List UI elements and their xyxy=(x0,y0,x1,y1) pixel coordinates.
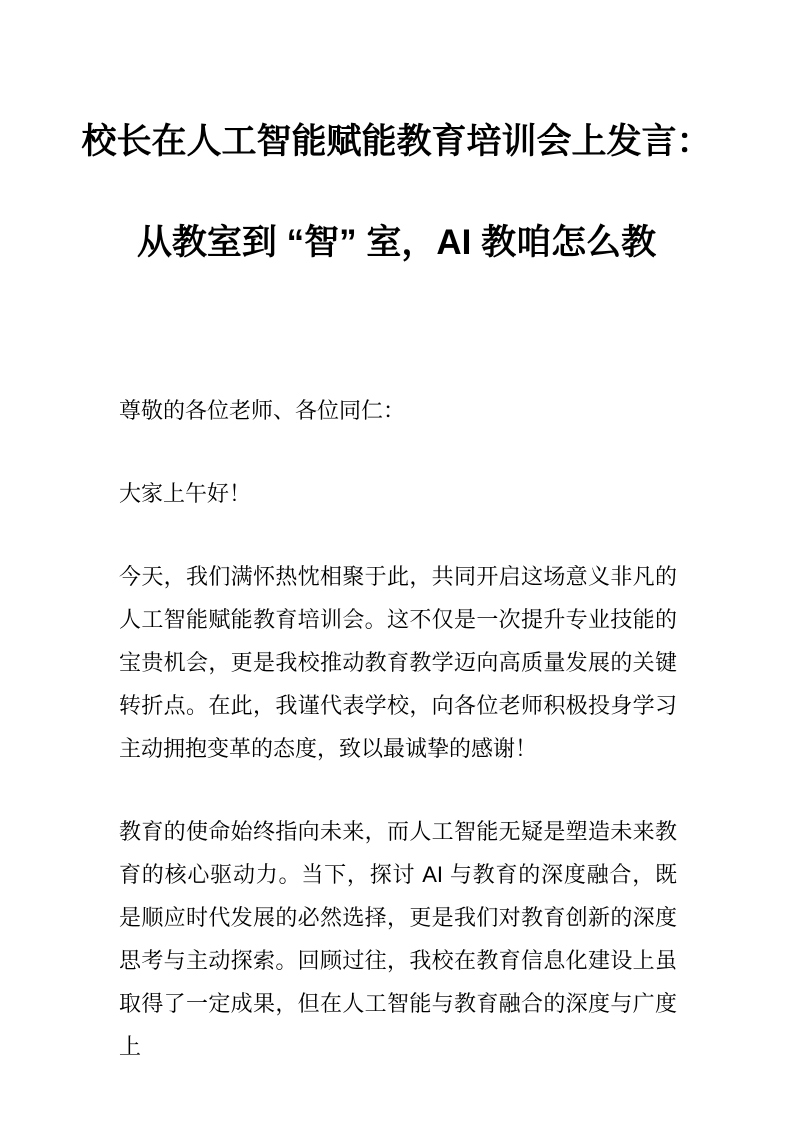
body-paragraph-1: 今天，我们满怀热忱相聚于此，共同开启这场意义非凡的人工智能赋能教育培训会。这不仅是一次提升专业技能的宝贵机会，更是我校推动教育教学迈向高质量发展的关键转折点。在此，我谨代表学校，向各位老师积极投身学习主动拥抱变革的态度，致以最诚挚的感谢！ xyxy=(119,564,677,761)
body-paragraph-2: 教育的使命始终指向未来，而人工智能无疑是塑造未来教育的核心驱动力。当下，探讨 AI 与教育的深度融合，既是顺应时代发展的必然选择，更是我们对教育创新的深度思考与主动探索。回顾过往，我校在教育信息化建设上虽取得了一定成果，但在人工智能与教育融合的深度与广度上 xyxy=(119,819,677,1059)
document-body xyxy=(119,389,677,1068)
document-title-line2: 从教室到 “智” 室，AI 教咱怎么教 xyxy=(136,223,657,262)
salutation-paragraph: 尊敬的各位老师、各位同仁： xyxy=(119,398,406,423)
document-title-line1: 校长在人工智能赋能教育培训会上发言： xyxy=(81,122,712,161)
greeting-paragraph: 大家上午好！ xyxy=(119,481,252,506)
